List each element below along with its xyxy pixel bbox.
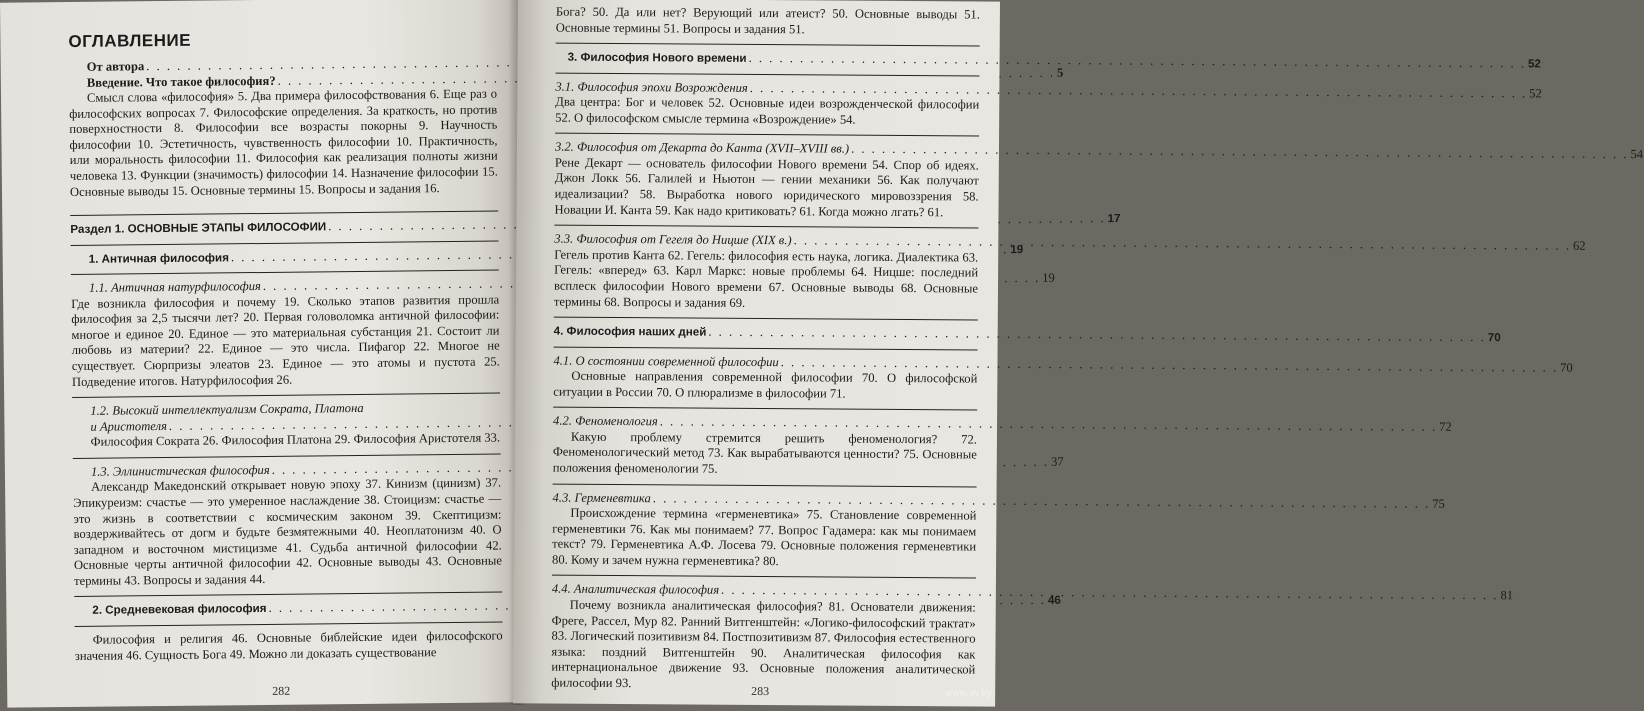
divider xyxy=(71,240,499,245)
sub-1-2-contents: Философия Сократа 26. Философия Платона 29. Философия Аристотеля 33. xyxy=(90,430,501,450)
toc-sub-3-1[interactable]: 3.1. Философия эпохи Возрождения . . . 52 xyxy=(555,79,979,97)
chapter-2-contents: Философия и религия 46. Основные библейские идеи философского значения 46. Сущность Бога 49. Можно ли доказать существование xyxy=(74,628,503,663)
divider xyxy=(75,621,503,626)
intro-contents: Смысл слова «философия» 5. Два примера философствования 6. Еще раз о философских вопросах 7. Философские определения. За краткость, но против поверхностности 8. Философии все возрасты покорны 9. Научность философии 10. Эстетичность, чувственность философии 10. Практичность, или моральность философии 11. Философия как реализация полноты жизни человека 13. Функции (значимость) философии 14. Назначение философии 15. Основные выводы 15. Основные термины 15. Вопросы и задания 16. xyxy=(69,86,498,199)
sub-1-3-contents: Александр Македонский открывает новую эпоху 37. Кинизм (цинизм) 37. Эпикуреизм: счастье — это умеренное наслаждение 38. Стоицизм: счастье — это жизнь в соответствии с космическим законом 39. Скептицизм: воздерживайтесь от догм и будьте безмятежными 40. Неоплатонизм 40. О западном и восточном мистицизме 41. Судьба античной философии 42. Основные черты античной философии 42. Основные выводы 43. Основные термины 43. Вопросы и задания 44. xyxy=(73,475,502,588)
toc-chapter-3[interactable]: 3. Философия Нового времени . . . 52 xyxy=(556,50,980,68)
toc-section-1[interactable]: Раздел 1. ОСНОВНЫЕ ЭТАПЫ ФИЛОСОФИИ . . . 17 xyxy=(70,218,498,238)
toc-sub-3-2[interactable]: 3.2. Философия от Декарта до Канта (XVII–XVIII вв.) . . . 54 xyxy=(555,140,979,158)
toc-entry-from-author[interactable]: От автора . . . xyxy=(69,56,497,76)
sub-4-4-contents: Почему возникла аналитическая философия? 81. Основатели движения: Фреге, Рассел, Мур 82. Ранний Витгенштейн: «Логико-философский трактат» 83. Логический позитивизм 84. Постпозитивизм 87. Философия естественного языка: поздний Витгенштейн 90. Аналитическая философия как интернациональное движение 93. Основные положения аналитической философии 93. xyxy=(551,597,976,691)
toc-entry-intro[interactable]: Введение. Что такое философия? . . . 5 xyxy=(69,71,497,91)
toc-chapter-4[interactable]: 4. Философия наших дней . . . 70 xyxy=(554,324,978,342)
page-number-right: 283 xyxy=(751,683,770,699)
divider xyxy=(555,133,979,137)
page-number-left: 282 xyxy=(272,683,291,698)
toc-sub-4-1[interactable]: 4.1. О состоянии современной философии . . . 70 xyxy=(553,353,977,371)
toc-sub-4-2[interactable]: 4.2. Феноменология . . . 72 xyxy=(553,414,977,432)
toc-heading: ОГЛАВЛЕНИЕ xyxy=(68,30,192,51)
divider xyxy=(554,317,978,321)
divider xyxy=(71,270,499,275)
sub-3-1-contents: Два центра: Бог и человек 52. Основные идеи возрожденческой философии 52. О философском смысле термина «Возрождение» 54. xyxy=(555,94,980,127)
toc-sub-4-3[interactable]: 4.3. Герменевтика . . . 75 xyxy=(552,490,976,508)
toc-chapter-1[interactable]: 1. Античная философия . . . 19 xyxy=(71,247,499,267)
toc-sub-1-3[interactable]: 1.3. Эллинистическая философия . . . 37 xyxy=(73,460,501,480)
sub-3-2-contents: Рене Декарт — основатель философии Нового времени 54. Спор об идеях. Джон Локк 56. Галилей и Ньютон — гении механики 56. Как получают идеализации? 58. Выработка нового юридического мировоззрения 58. Новации И. Канта 59. Как надо критиковать? 61. Когда можно лгать? 61. xyxy=(554,155,979,219)
toc-sub-3-3[interactable]: 3.3. Философия от Гегеля до Ницше (XIX в.) . . . 62 xyxy=(554,232,978,250)
sub-4-1-contents: Основные направления современной философии 70. О философской ситуации в России 70. О плюрализме в философии 71. xyxy=(553,368,978,401)
divider xyxy=(553,407,977,411)
sub-1-1-contents: Где возникла философия и почему 19. Сколько этапов развития прошла философия за 2,5 тысячи лет? 20. Первая головоломка античной философии: многое и единое 20. Единое — это материальная субстанция 21. Состоит ли любовь из материи? 22. Единое — это числа. Пифагор 22. Многое не существует. Сюрпризы элеатов 23. Единое — это атомы и пустота 25. Подведение итогов. Натурфилософия 26. xyxy=(71,292,500,389)
divider xyxy=(554,346,978,350)
toc-sub-1-1[interactable]: 1.1. Античная натурфилософия . . . 19 xyxy=(71,277,499,297)
divider xyxy=(556,43,980,47)
divider xyxy=(555,72,979,76)
divider xyxy=(553,483,977,487)
divider xyxy=(552,575,976,579)
toc-sub-4-4[interactable]: 4.4. Аналитическая философия . . . 81 xyxy=(552,582,976,600)
sub-4-3-contents: Происхождение термина «герменевтика» 75. Становление современной герменевтики 76. Как мы понимаем? 77. Вопрос Гадамера: как мы понимаем текст? 79. Герменевтика А.Ф. Лосева 79. Основные положения герменевтики 80. Кому и зачем нужна герменевтика? 80. xyxy=(552,505,977,569)
divider xyxy=(554,225,978,229)
toc-sub-1-2-line2[interactable]: и Аристотеля . . . xyxy=(72,415,500,435)
watermark: www.ay.by xyxy=(944,688,992,699)
divider xyxy=(74,592,502,597)
divider xyxy=(70,211,498,216)
toc-chapter-2[interactable]: 2. Средневековая философия . . . 46 xyxy=(74,599,502,619)
divider xyxy=(72,393,500,398)
chapter-2-contents-continued: Бога? 50. Да или нет? Верующий или атеист? 50. Основные выводы 51. Основные термины 51. Вопросы и задания 51. xyxy=(555,4,980,36)
sub-4-2-contents: Какую проблему стремится решить феноменология? 72. Феноменологический метод 73. Как вырабатываются ценности? 75. Основные положения феноменологии 75. xyxy=(552,429,977,476)
toc-sub-1-2[interactable]: 1.2. Высокий интеллектуализм Сократа, Платона xyxy=(90,401,364,419)
sub-3-3-contents: Гегель против Канта 62. Гегель: философия есть наука, логика. Диалектика 63. Гегель: «вперед» 63. Карл Маркс: новые проблемы 64. Ницше: последний всплеск философии Нового времени 67. Основные выводы 68. Основные термины 68. Вопросы и задания 69. xyxy=(553,247,979,310)
divider xyxy=(73,453,501,458)
